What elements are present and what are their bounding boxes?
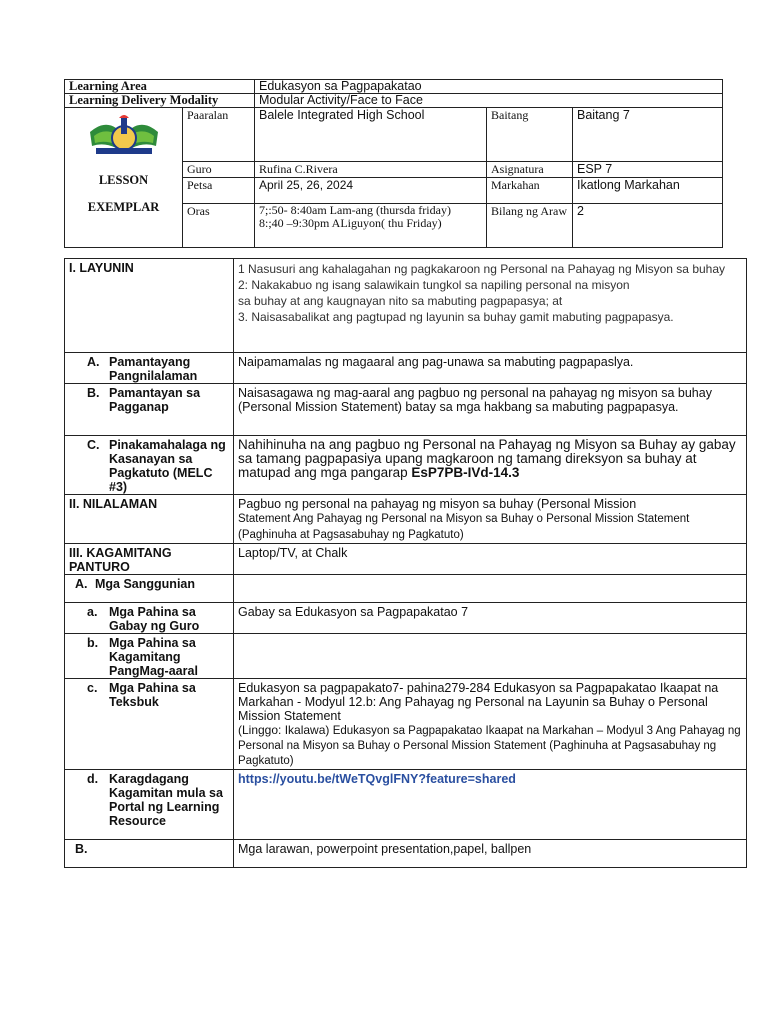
subject-value: ESP 7 (573, 162, 723, 178)
karagdagang-kagamitan-label: Karagdagang Kagamitan mula sa Portal ng Learning Resource (109, 772, 223, 828)
c-key: C. (87, 438, 100, 452)
quarter-value: Ikatlong Markahan (573, 178, 723, 204)
kagamitan-value: Laptop/TV, at Chalk (234, 544, 747, 575)
gabay-guro-label: Mga Pahina sa Gabay ng Guro (109, 605, 200, 633)
exemplar-label: EXEMPLAR (87, 200, 160, 214)
b-key: B. (87, 386, 100, 400)
lesson-content-table (64, 258, 747, 868)
sanggunian-value (234, 575, 747, 603)
date-value: April 25, 26, 2024 (255, 178, 487, 204)
school-logo (69, 108, 178, 161)
youtube-link[interactable]: https://youtu.be/tWeTQvglFNY?feature=shared (238, 772, 516, 786)
melc-value: Nahihinuha na ang pagbuo ng Personal na Pahayag ng Misyon sa Buhay ay gabay sa tamang pagpapasiya upang magkaroon ng tamang direksyon sa buhay at matupad ang mga pangarap (238, 437, 736, 480)
layunin-2b: sa buhay at ang kaugnayan nito sa mabuting pagpapasya; at (238, 294, 563, 308)
learning-area-value: Edukasyon sa Pagpapakatao (255, 80, 723, 94)
time-value-1: 7;:50- 8:40am Lam-ang (thursda friday) (259, 203, 451, 217)
layunin-2a: 2: Nakakabuo ng isang salawikain tungkol sa napiling personal na misyon (238, 278, 630, 292)
kagamitang-magaaral-label: Mga Pahina sa Kagamitang PangMag-aaral (109, 636, 198, 678)
teacher-value: Rufina C.Rivera (255, 162, 487, 178)
melc-code: EsP7PB-IVd-14.3 (411, 465, 520, 480)
gb-key: b. (87, 636, 99, 650)
kagamitang-magaaral-value (234, 634, 747, 679)
sanggunian-label: Mga Sanggunian (95, 577, 195, 591)
nilalaman-1: Pagbuo ng personal na pahayag ng misyon sa buhay (Personal Mission (238, 497, 637, 511)
subject-label: Asignatura (487, 162, 573, 178)
delivery-modality-value: Modular Activity/Face to Face (255, 94, 723, 108)
days-label: Bilang ng Araw (487, 204, 573, 248)
ga-key: a. (87, 605, 98, 619)
grade-label: Baitang (487, 108, 573, 162)
last-key: B. (65, 840, 234, 868)
teksbuk-value-1: Edukasyon sa pagpapakato7- pahina279-284 Edukasyon sa Pagpapakatao Ikaapat na Markahan - Modyul 12.b: Ang Pahayag ng Personal na Layunin sa Buhay o Personal Mission Statement (238, 681, 719, 723)
gabay-guro-value: Gabay sa Edukasyon sa Pagpapakatao 7 (234, 603, 747, 634)
days-value: 2 (573, 204, 723, 248)
lesson-label: LESSON (98, 173, 149, 187)
school-seal-icon (86, 114, 162, 158)
pamantayang-pangnilalaman-label: Pamantayang Pangnilalaman (109, 355, 198, 383)
pamantayang-pangnilalaman-value: Naipamamalas ng magaaral ang pag-unawa sa mabuting pagpapaslya. (234, 353, 747, 384)
a-key: A. (87, 355, 100, 369)
teksbuk-value-2: Edukasyon sa Pagpapakatao Ikaapat na Markahan – Modyul 3 Ang Pahayag ng Personal na Misyon sa Buhay o Personal Mission Statement (Paghinuha at Pagsasabuhay ng Pagkatuto) (238, 725, 741, 767)
lesson-header-table (64, 79, 723, 248)
gc-key: c. (87, 681, 98, 695)
materials-value: Mga larawan, powerpoint presentation,papel, ballpen (234, 840, 747, 868)
pamantayan-pagganap-label: Pamantayan sa Pagganap (109, 386, 201, 414)
time-label: Oras (183, 204, 255, 248)
school-logo-cell (65, 108, 183, 248)
teksbuk-label: Mga Pahina sa Teksbuk (109, 681, 196, 709)
layunin-3: 3. Naisasabalikat ang pagtupad ng layunin sa buhay gamit mabuting pagpapasya. (238, 310, 674, 324)
teacher-label: Guro (183, 162, 255, 178)
gd-key: d. (87, 772, 99, 786)
time-value-2: 8:;40 –9:30pm ALiguyon( thu Friday) (259, 216, 442, 230)
nilalaman-label: II. NILALAMAN (65, 495, 234, 544)
delivery-modality-label: Learning Delivery Modality (65, 94, 255, 108)
school-value: Balele Integrated High School (255, 108, 487, 162)
pamantayan-pagganap-value: Naisasagawa ng mag-aaral ang pagbuo ng personal na pahayag ng misyon sa buhay (Personal Mission Statement) batay sa mga hakbang sa mabuting pagpapasya. (234, 384, 747, 436)
sanggunian-key: A. (75, 577, 88, 591)
layunin-1: 1 Nasusuri ang kahalagahan ng pagkakaroon ng Personal na Pahayag ng Misyon sa buhay (238, 262, 726, 276)
grade-value: Baitang 7 (573, 108, 723, 162)
quarter-label: Markahan (487, 178, 573, 204)
kagamitan-label: III. KAGAMITANG PANTURO (65, 544, 234, 575)
melc-label: Pinakamahalaga ng Kasanayan sa Pagkatuto (MELC #3) (109, 438, 226, 494)
teksbuk-week: (Linggo: Ikalawa) (238, 723, 333, 737)
learning-area-label: Learning Area (65, 80, 255, 94)
date-label: Petsa (183, 178, 255, 204)
school-label: Paaralan (183, 108, 255, 162)
layunin-label: I. LAYUNIN (65, 259, 234, 353)
nilalaman-2: Statement Ang Pahayag ng Personal na Misyon sa Buhay o Personal Mission Statement (Paghinuha at Pagsasabuhay ng Pagkatuto) (238, 513, 690, 541)
